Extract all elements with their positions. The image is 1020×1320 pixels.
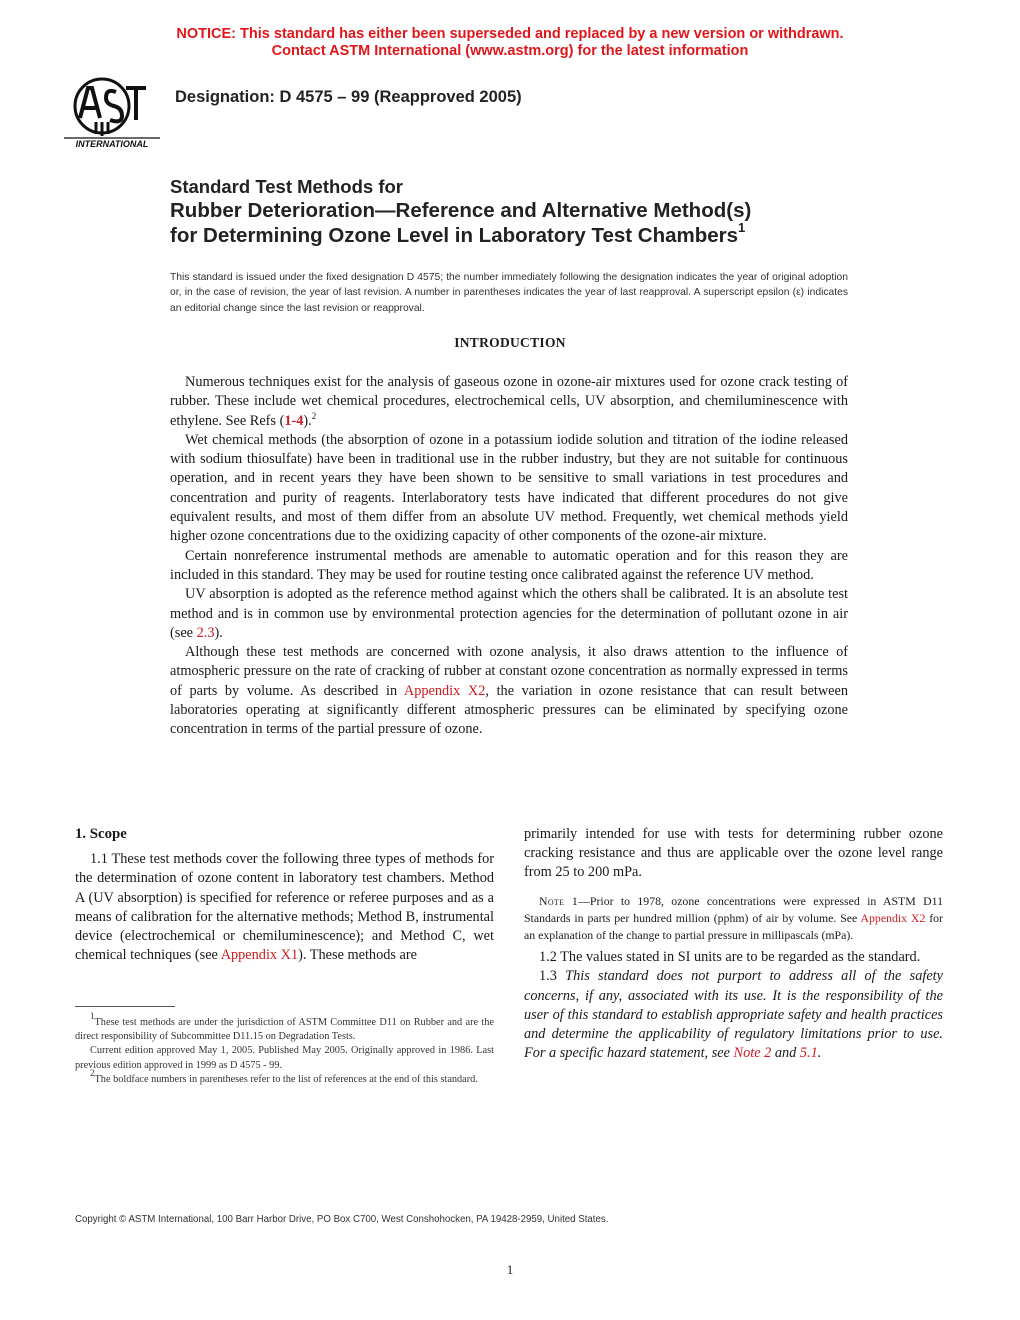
designation: Designation: D 4575 – 99 (Reapproved 2005) bbox=[175, 88, 522, 106]
scope-paragraph-1-1: 1.1 These test methods cover the following three types of methods for the determination of ozone content in laboratory test chambers. Method A (UV absorption) is specified for reference or referee purposes and as a means of calibration for the alternative methods; Method B, instrumental device (electrochemical or chemiluminescence); and Method C, wet chemical techniques (see Appendix X1). These methods are bbox=[75, 851, 494, 964]
standard-issue-note: This standard is issued under the fixed designation D 4575; the number immediately following the designation indicates the year of original adoption or, in the case of revision, the year of last revision. A number in parentheses indicates the year of last reapproval. A superscript epsilon (ε) indicates an editorial change since the last revision or reapproval. bbox=[170, 272, 848, 314]
intro-paragraph-2: Wet chemical methods (the absorption of ozone in a potassium iodide solution and titration of the iodine released with sodium thiosulfate) have been in traditional use in the rubber industry, but they are not suitable for continuous operation, and in recent years they have been shown to be sensitive to small variations in test procedures and concentration and purity of reagents. Interlaboratory tests have indicated that different procedures do not give equivalent results, and most of them differ from an absolute UV method. Frequently, wet chemical methods yield higher ozone concentrations due to the oxidizing capacity of other components of the ozone-air mixture. bbox=[170, 431, 848, 545]
title-footnote-mark: 1 bbox=[738, 220, 746, 235]
scope-paragraph-1-1-continued: primarily intended for use with tests for determining rubber ozone cracking resistance and thus are applicable over the ozone level range from 25 to 200 mPa. bbox=[524, 826, 943, 881]
intro-paragraph-3: Certain nonreference instrumental methods are amenable to automatic operation and for this reason they are included in this standard. They may be used for routine testing once calibrated against the reference UV method. bbox=[170, 547, 848, 583]
scope-paragraph-1-2: 1.2 The values stated in SI units are to be regarded as the standard. bbox=[539, 949, 921, 966]
intro-paragraph-1: Numerous techniques exist for the analysis of gaseous ozone in ozone-air mixtures used for ozone crack testing of rubber. These include wet chemical procedures, electrochemical cells, UV absorption, and chemiluminescence with ethylene. See Refs (1-4).$^2$ bbox=[170, 374, 848, 429]
document-title bbox=[170, 175, 870, 248]
appendix-x1-link[interactable]: Appendix X1 bbox=[220, 947, 299, 964]
reference-link[interactable]: 1-4 bbox=[284, 412, 304, 429]
footnote-1: $^1$These test methods are under the jurisdiction of ASTM Committee D11 on Rubber and are the direct responsibility of Subcommittee D11.15 on Degradation Tests. bbox=[75, 1011, 494, 1043]
note-1-label: Note 1 bbox=[539, 893, 579, 908]
astm-logo-icon bbox=[62, 74, 162, 150]
copyright: Copyright © ASTM International, 100 Barr Harbor Drive, PO Box C700, West Conshohocken, PA 19428-2959, United States. bbox=[75, 1214, 609, 1225]
footnote-1-edition: Current edition approved May 1, 2005. Published May 2005. Originally approved in 1986. Last previous edition approved in 1999 as D 4575 - 99. bbox=[75, 1045, 494, 1071]
logo-text: INTERNATIONAL bbox=[75, 139, 149, 149]
introduction-body bbox=[170, 373, 848, 740]
title-line-1: Standard Test Methods for bbox=[170, 176, 403, 197]
notice-line-1: NOTICE: This standard has either been superseded and replaced by a new version or withdrawn. bbox=[176, 26, 844, 42]
left-column bbox=[75, 825, 494, 965]
intro-paragraph-5: Although these test methods are concerned with ozone analysis, it also draws attention to the influence of atmospheric pressure on the rate of cracking of rubber at constant ozone concentration as normally expressed in terms of parts by volume. As described in Appendix X2, the variation in ozone resistance that can result between laboratories operating at significantly different atmospheric pressures can be eliminated by specifying ozone concentration in terms of the partial pressure of ozone. bbox=[170, 644, 848, 738]
note-appendix-x2-link[interactable]: Appendix X2 bbox=[860, 910, 926, 925]
scope-heading: 1. Scope bbox=[75, 826, 127, 842]
introduction-heading: INTRODUCTION bbox=[454, 335, 566, 350]
section-2-3-link[interactable]: 2.3 bbox=[196, 624, 215, 641]
footnote-divider bbox=[75, 1006, 175, 1007]
section-5-1-link[interactable]: 5.1 bbox=[799, 1045, 818, 1062]
appendix-x2-link[interactable]: Appendix X2 bbox=[403, 682, 486, 699]
supersede-notice bbox=[0, 26, 1020, 60]
note-2-link[interactable]: Note 2 bbox=[733, 1045, 772, 1062]
note-1: Note 1—Prior to 1978, ozone concentrations were expressed in ASTM D11 Standards in parts per hundred million (pphm) of air by volume. See Appendix X2 for an explanation of the change to partial pressure in millipascals (mPa). bbox=[524, 893, 943, 943]
right-column bbox=[524, 825, 943, 1063]
title-line-3: for Determining Ozone Level in Laboratory Test Chambers$^1$ bbox=[170, 220, 746, 247]
footnote-2: $^2$The boldface numbers in parentheses refer to the list of references at the end of this standard. bbox=[90, 1067, 478, 1085]
footnotes bbox=[75, 1011, 494, 1087]
title-line-2: Rubber Deterioration—Reference and Alternative Method(s) bbox=[170, 199, 752, 222]
footnote-mark-2: 2 bbox=[311, 410, 317, 421]
page-number: 1 bbox=[506, 1262, 514, 1277]
scope-paragraph-1-3: 1.3 This standard does not purport to address all of the safety concerns, if any, associated with its use. It is the responsibility of the user of this standard to establish appropriate safety and health practices and determine the applicability of regulatory limitations prior to use. For a specific hazard statement, see Note 2 and 5.1. bbox=[524, 968, 943, 1062]
intro-paragraph-4: UV absorption is adopted as the reference method against which the others shall be calibrated. It is an absolute test method and is in common use by environmental protection agencies for the determination of pollutant ozone in air (see 2.3). bbox=[170, 586, 848, 641]
notice-line-2: Contact ASTM International (www.astm.org) for the latest information bbox=[271, 43, 749, 59]
